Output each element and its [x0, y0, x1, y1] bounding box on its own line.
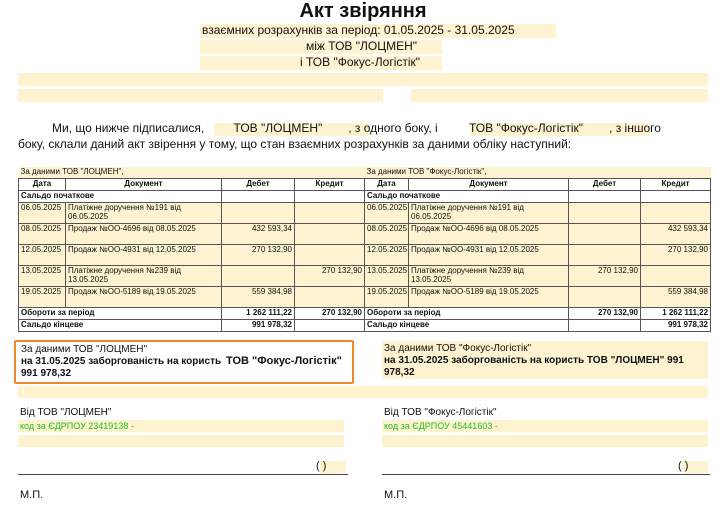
- table-row: 13.05.2025 Платіжне доручення №239 від 13.05.2025 270 132,90: [19, 266, 365, 287]
- turnover-debit: 1 262 111,22: [222, 308, 295, 320]
- sign-left-paren: ( ): [316, 460, 327, 472]
- intro-org-1: ТОВ "ЛОЦМЕН": [233, 121, 323, 135]
- summary-left-beneficiary: ТОВ "Фокус-Логістік": [226, 355, 342, 367]
- turnover-label: Обороти за період: [365, 308, 569, 320]
- table-caption: За даними ТОВ "Фокус-Логістік",: [365, 167, 711, 179]
- turnover-debit: 270 132,90: [569, 308, 641, 320]
- sign-right-from: Від ТОВ "Фокус-Логістік": [384, 407, 497, 418]
- summary-left-amount: 991 978,32: [21, 368, 72, 379]
- intro-text: Ми, що нижче підписалися,: [52, 121, 205, 135]
- closing-credit: 991 978,32: [641, 320, 711, 332]
- turnover-label: Обороти за період: [19, 308, 222, 320]
- sign-left-code: код за ЄДРПОУ 23419138 -: [20, 421, 134, 431]
- sign-left-from: Від ТОВ "ЛОЦМЕН": [20, 407, 112, 418]
- column-header: Дебет: [222, 179, 295, 191]
- table-row: 06.05.2025 Платіжне доручення №191 від 06.05.2025: [365, 203, 711, 224]
- table-row: 06.05.2025 Платіжне доручення №191 від 06.05.2025: [19, 203, 365, 224]
- closing-balance-label: Сальдо кінцеве: [365, 320, 569, 332]
- between-line: між ТОВ "ЛОЦМЕН": [306, 39, 418, 53]
- code-highlight: [382, 435, 708, 447]
- opening-balance-label: Сальдо початкове: [19, 191, 222, 203]
- column-header: Документ: [66, 179, 222, 191]
- summary-right-amount: 978,32: [384, 367, 415, 378]
- and-line: і ТОВ "Фокус-Логістік": [300, 55, 421, 69]
- table-row: 12.05.2025 Продаж №ОО-4931 від 12.05.2025 270 132,90: [19, 245, 365, 266]
- table-row: 13.05.2025 Платіжне доручення №239 від 13.05.2025 270 132,90: [365, 266, 711, 287]
- closing-credit: [295, 320, 365, 332]
- opening-balance-label: Сальдо початкове: [365, 191, 569, 203]
- column-header: Документ: [409, 179, 569, 191]
- signature-line: [382, 474, 710, 475]
- summary-left-line1: За даними ТОВ "ЛОЦМЕН": [21, 344, 148, 355]
- signature-line: [18, 474, 348, 475]
- sign-right-stamp: М.П.: [384, 489, 408, 501]
- column-header: Кредит: [295, 179, 365, 191]
- strip-gap: [383, 86, 411, 103]
- summary-right-box: [382, 341, 708, 379]
- intro-line-2: боку, склали даний акт звірення у тому, що стан взаємних розрахунків за даними обліку наступний:: [18, 137, 572, 151]
- period-line: взаємних розрахунків за період: 01.05.2025 - 31.05.2025: [202, 23, 515, 37]
- blank-strip: [18, 73, 708, 86]
- sign-left-stamp: М.П.: [20, 489, 44, 501]
- column-header: Дата: [19, 179, 66, 191]
- table-row: 19.05.2025 Продаж №ОО-5189 від 19.05.2025 559 384,98: [365, 287, 711, 308]
- turnover-credit: 1 262 111,22: [641, 308, 711, 320]
- summary-right-line2: на 31.05.2025 заборгованість на користь ТОВ "ЛОЦМЕН" 991: [384, 355, 684, 366]
- column-header: Дебет: [569, 179, 641, 191]
- column-header: Дата: [365, 179, 409, 191]
- left-reconciliation-table: [18, 167, 365, 332]
- summary-left-box[interactable]: [14, 340, 354, 384]
- intro-text: , з іншого: [609, 121, 661, 135]
- intro-text: , з одного боку, і: [348, 121, 438, 135]
- page-title: Акт звіряння: [299, 0, 427, 22]
- table-caption: За даними ТОВ "ЛОЦМЕН",: [19, 167, 365, 179]
- summary-left-line2: на 31.05.2025 заборгованість на користь: [21, 356, 222, 367]
- closing-debit: [569, 320, 641, 332]
- table-row: 19.05.2025 Продаж №ОО-5189 від 19.05.2025 559 384,98: [19, 287, 365, 308]
- table-row: 08.05.2025 Продаж №ОО-4696 від 08.05.2025 432 593,34: [19, 224, 365, 245]
- closing-balance-label: Сальдо кінцеве: [19, 320, 222, 332]
- summary-right-line1: За даними ТОВ "Фокус-Логістік": [384, 343, 532, 354]
- blank-strip: [18, 89, 708, 102]
- turnover-credit: 270 132,90: [295, 308, 365, 320]
- sign-right-code: код за ЄДРПОУ 45441603 -: [384, 421, 498, 431]
- column-header: Кредит: [641, 179, 711, 191]
- table-row: 12.05.2025 Продаж №ОО-4931 від 12.05.2025 270 132,90: [365, 245, 711, 266]
- intro-org-2: ТОВ "Фокус-Логістік": [469, 121, 584, 135]
- right-reconciliation-table: [364, 167, 711, 332]
- intro-line-1: [52, 120, 661, 137]
- sign-right-paren: ( ): [678, 460, 689, 472]
- blank-strip: [18, 386, 708, 398]
- table-row: 08.05.2025 Продаж №ОО-4696 від 08.05.2025 432 593,34: [365, 224, 711, 245]
- closing-debit: 991 978,32: [222, 320, 295, 332]
- code-highlight: [18, 435, 344, 447]
